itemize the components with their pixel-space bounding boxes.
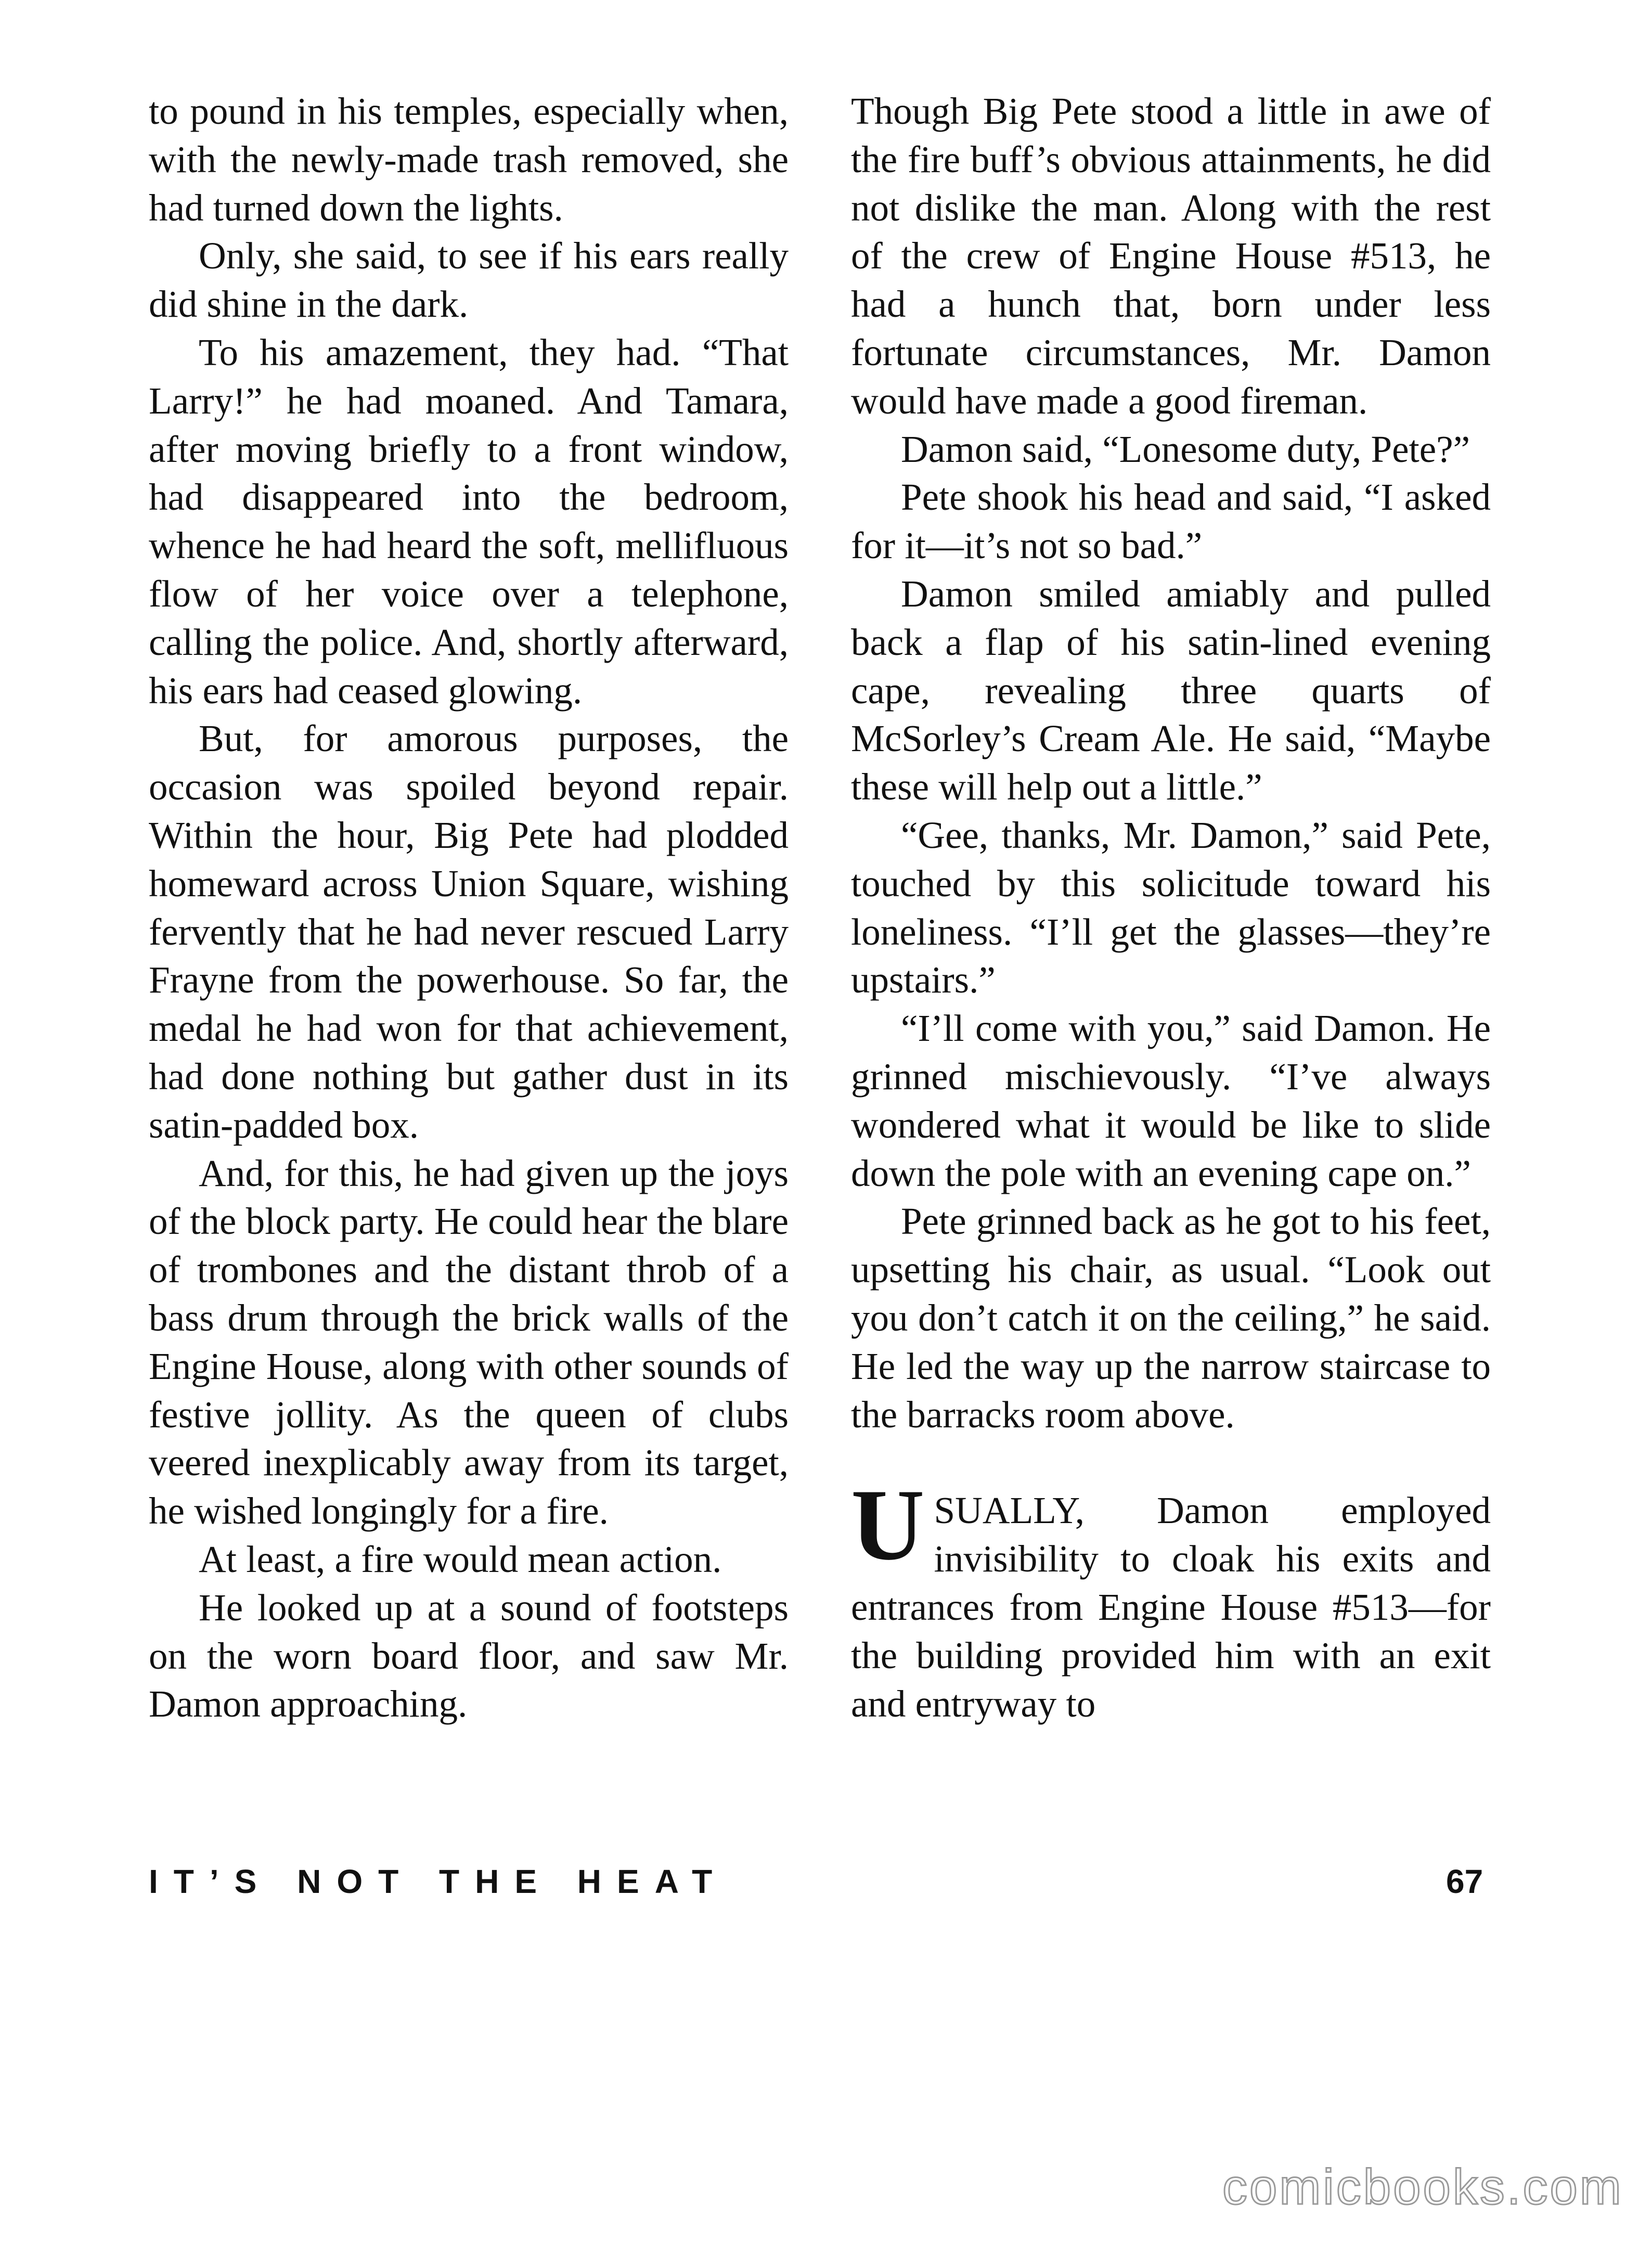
paragraph: He looked up at a sound of footsteps on the worn board floor, and saw Mr. Damon approaching.: [149, 1586, 789, 1725]
paragraph: to pound in his temples, especially when, with the newly-made trash removed, she had turned down the lights.: [149, 90, 789, 229]
watermark-logo: comicbooks.com: [1222, 2159, 1623, 2215]
running-title: IT’S NOT THE HEAT: [149, 1863, 728, 1900]
paragraph: Damon said, “Lonesome duty, Pete?”: [901, 428, 1470, 470]
paragraph: Though Big Pete stood a little in awe of the fire buff’s obvious attainments, he did not dislike the man. Along with the rest of the crew of Engine House #513, he had a hunch that, born under less fortunate circumstances, Mr. Damon would have made a good fireman.: [851, 90, 1491, 422]
paragraph: To his amazement, they had. “That Larry!” he had moaned. And Tamara, after moving briefly to a front window, had disappeared into the bedroom, whence he had heard the soft, mellifluous flow of her voice over a telephone, calling the police. And, shortly afterward, his ears had ceased glowing.: [149, 331, 789, 712]
drop-cap: U: [851, 1468, 925, 1582]
section-break: [851, 1439, 1491, 1487]
paragraph: At least, a fire would mean action.: [199, 1538, 722, 1580]
paragraph: “Gee, thanks, Mr. Damon,” said Pete, touched by this solicitude toward his loneliness. “I’ll get the glasses—they’re upstairs.”: [851, 814, 1491, 1001]
left-text-column: [149, 87, 789, 1729]
paragraph: But, for amorous purposes, the occasion was spoiled beyond repair. Within the hour, Big Pete had plodded homeward across Union Square, wishing fervently that he had never rescued Larry Frayne from the powerhouse. So far, the medal he had won for that achievement, had done nothing but gather dust in its satin-padded box.: [149, 717, 789, 1146]
paragraph: Damon smiled amiably and pulled back a flap of his satin-lined evening cape, revealing three quarts of McSorley’s Cream Ale. He said, “Maybe these will help out a little.”: [851, 572, 1491, 808]
page-number: 67: [1446, 1863, 1483, 1900]
paragraph: And, for this, he had given up the joys of the block party. He could hear the blare of trombones and the distant throb of a bass drum through the brick walls of the Engine House, along with other sounds of festive jollity. As the queen of clubs veered inexplicably away from its target, he wished longingly for a fire.: [149, 1152, 789, 1532]
paragraph: Pete shook his head and said, “I asked for it—it’s not so bad.”: [851, 476, 1491, 567]
paragraph: Only, she said, to see if his ears really did shine in the dark.: [149, 235, 789, 326]
section-opening-text: SUALLY, Damon employed invisibility to cloak his exits and entrances from Engine House #513—for the building provided him with an exit and entryway to: [851, 1489, 1491, 1725]
paragraph: “I’ll come with you,” said Damon. He grinned mischievously. “I’ve always wondered what it would be like to slide down the pole with an evening cape on.”: [851, 1007, 1491, 1194]
right-text-column: [851, 87, 1491, 1728]
section-opening-paragraph: [851, 1468, 1491, 1728]
paragraph: Pete grinned back as he got to his feet, upsetting his chair, as usual. “Look out you don’t catch it on the ceiling,” he said. He led the way up the narrow staircase to the barracks room above.: [851, 1200, 1491, 1436]
